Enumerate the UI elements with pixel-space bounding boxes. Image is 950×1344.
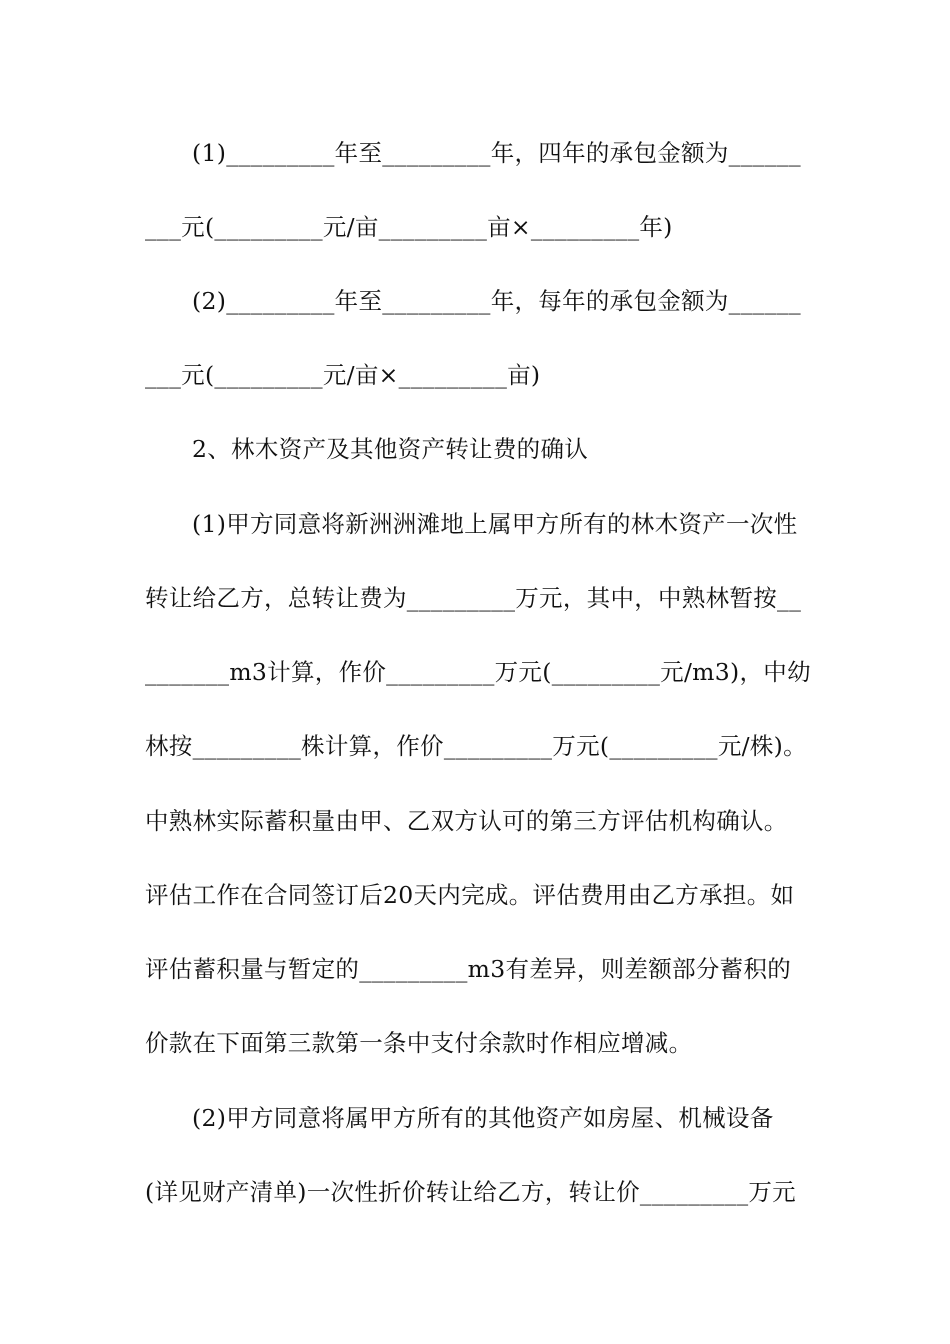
text-line: 价款在下面第三款第一条中支付余款时作相应增减。 (145, 1029, 693, 1057)
text-line: ___元(_________元/亩_________亩×_________年) (145, 213, 673, 241)
text-line: ___元(_________元/亩×_________亩) (145, 361, 541, 389)
text-line: 评估蓄积量与暂定的_________m3有差异，则差额部分蓄积的 (145, 955, 792, 983)
text-line: (1)_________年至_________年，四年的承包金额为______ (192, 139, 801, 167)
text-line: (2)甲方同意将属甲方所有的其他资产如房屋、机械设备 (192, 1104, 774, 1132)
text-line: 转让给乙方，总转让费为_________万元，其中，中熟林暂按__ (145, 584, 802, 612)
text-line: 评估工作在合同签订后20天内完成。评估费用由乙方承担。如 (145, 881, 795, 909)
text-line: 林按_________株计算，作价_________万元(_________元/株)。 (145, 732, 807, 760)
text-line: _______m3计算，作价_________万元(_________元/m3)，中幼 (145, 658, 811, 686)
text-line: (详见财产清单)一次性折价转让给乙方，转让价_________万元 (145, 1178, 796, 1206)
text-line: (1)甲方同意将新洲洲滩地上属甲方所有的林木资产一次性 (192, 510, 798, 538)
text-line: (2)_________年至_________年，每年的承包金额为______ (192, 287, 801, 315)
text-line: 中熟林实际蓄积量由甲、乙双方认可的第三方评估机构确认。 (145, 807, 788, 835)
section-heading: 2、林木资产及其他资产转让费的确认 (192, 435, 589, 463)
